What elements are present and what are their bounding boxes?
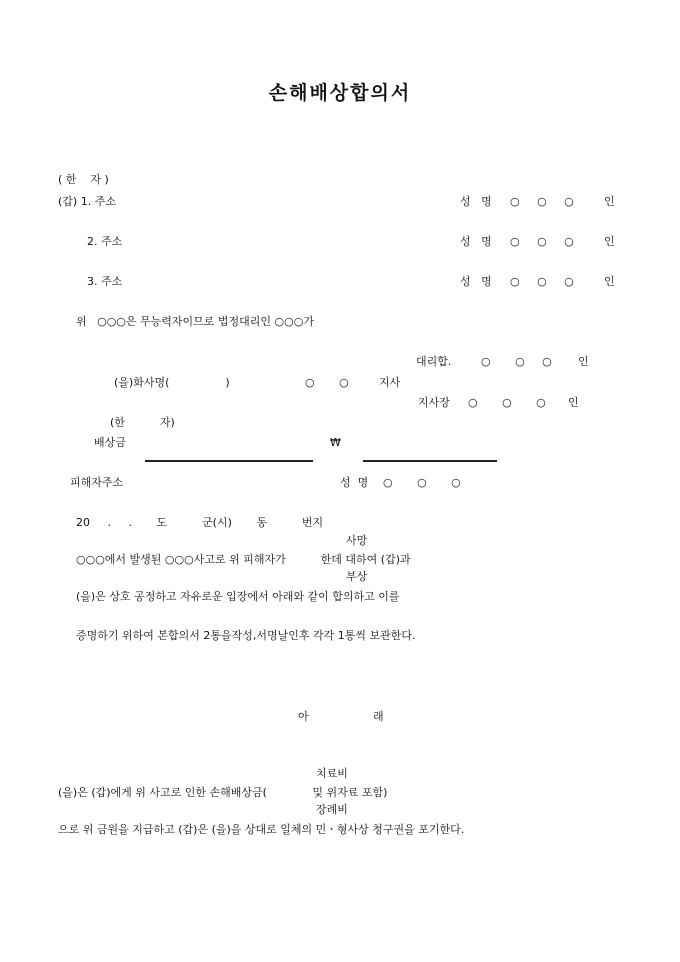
- branch-head-circles: ○ ○ ○: [468, 396, 546, 409]
- name-circles-2: ○ ○ ○: [510, 235, 574, 248]
- hanja-amount: (한 자): [110, 416, 175, 429]
- name-circles-1: ○ ○ ○: [510, 195, 574, 208]
- seal-2: 인: [604, 235, 615, 248]
- branch-head-label: 지사장: [418, 396, 450, 409]
- party-a-address-1: (갑) 1. 주소: [58, 195, 116, 208]
- seal-representative: 인: [578, 355, 589, 368]
- waiver-line: 으로 위 금원을 지급하고 (갑)은 (을)을 상대로 일체의 민ㆍ형사상 청구권을 포기한다.: [58, 823, 465, 836]
- medical-expense-option: 치료비: [316, 767, 348, 780]
- date-location-line: 20 . . 도 군(시) 동 번지: [76, 516, 324, 529]
- won-symbol: ₩: [330, 436, 341, 449]
- payment-line: (을)은 (갑)에게 위 사고로 인한 손해배상금( 및 위자료 포함): [58, 786, 388, 799]
- hanja-header: ( 한 자 ): [58, 173, 109, 186]
- party-a-address-2: 2. 주소: [87, 235, 123, 248]
- below-heading-a: 아: [298, 710, 309, 723]
- name-circles-3: ○ ○ ○: [510, 275, 574, 288]
- name-label-1: 성 명: [460, 195, 492, 208]
- branch-label: 지사: [379, 376, 401, 389]
- agreement-line: (을)은 상호 공정하고 자유로운 입장에서 아래와 같이 합의하고 이를: [76, 590, 400, 603]
- company-circles: ○ ○: [305, 376, 349, 389]
- party-a-address-3: 3. 주소: [87, 275, 123, 288]
- representative-label: 대리합.: [416, 355, 452, 368]
- guardian-line: 위 ○○○은 무능력자이므로 법정대리인 ○○○가: [76, 315, 314, 328]
- document-title: 손해배상합의서: [268, 82, 412, 104]
- representative-circles: ○ ○ ○: [481, 355, 552, 368]
- amount-hanja-underline: [145, 460, 313, 462]
- seal-1: 인: [604, 195, 615, 208]
- victim-name-circles: ○ ○ ○: [383, 476, 461, 489]
- amount-number-underline: [363, 460, 497, 462]
- damages-label: 배상금: [94, 436, 126, 449]
- party-b-company: (을)화사명( ): [114, 376, 230, 389]
- incident-line: ○○○에서 발생된 ○○○사고로 위 피해자가 한데 대하여 (갑)과: [76, 553, 411, 566]
- proof-line: 증명하기 위하여 본합의서 2통을작성,서명날인후 각각 1통씩 보관한다.: [76, 629, 416, 642]
- below-heading-b: 래: [373, 710, 384, 723]
- victim-name-label: 성 명: [340, 476, 369, 489]
- injury-option: 부상: [346, 570, 368, 583]
- name-label-2: 성 명: [460, 235, 492, 248]
- victim-address-label: 피해자주소: [70, 476, 124, 489]
- funeral-expense-option: 장례비: [316, 803, 348, 816]
- death-option: 사망: [346, 534, 368, 547]
- name-label-3: 성 명: [460, 275, 492, 288]
- seal-3: 인: [604, 275, 615, 288]
- seal-branch-head: 인: [568, 396, 579, 409]
